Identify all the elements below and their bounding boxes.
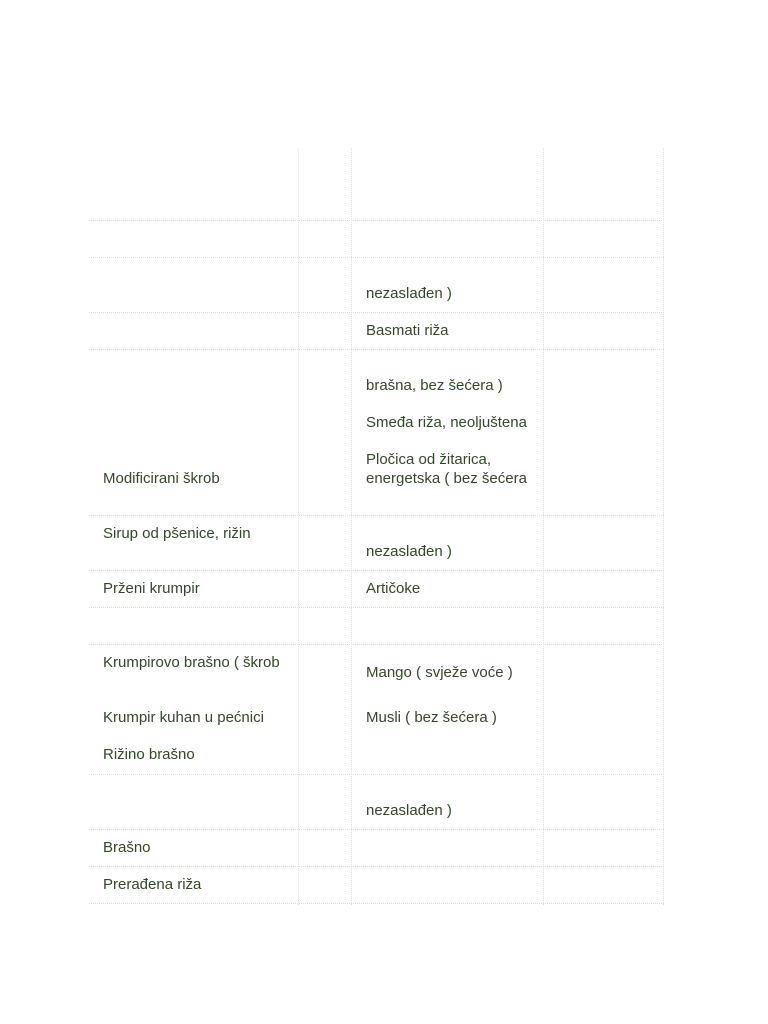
row-divider xyxy=(89,903,664,904)
left-cell: Prerađena riža xyxy=(103,876,202,893)
row-divider xyxy=(89,312,664,313)
row-divider xyxy=(89,607,664,608)
row-divider xyxy=(89,515,664,516)
left-cell: Rižino brašno xyxy=(103,746,195,763)
column-divider xyxy=(351,148,352,905)
column-divider xyxy=(298,148,299,905)
row-divider xyxy=(89,774,664,775)
right-cell: nezaslađen ) xyxy=(366,802,452,819)
row-divider xyxy=(89,829,664,830)
right-cell: Artičoke xyxy=(366,580,421,597)
column-divider xyxy=(663,148,664,905)
row-divider xyxy=(89,644,664,645)
left-cell: Brašno xyxy=(103,839,151,856)
left-cell: Krumpir kuhan u pećnici xyxy=(103,709,264,726)
left-cell: Sirup od pšenice, rižin xyxy=(103,525,251,542)
right-cell: Basmati riža xyxy=(366,322,449,339)
column-divider xyxy=(543,148,544,905)
right-cell: Musli ( bez šećera ) xyxy=(366,709,497,726)
right-cell: Mango ( svježe voće ) xyxy=(366,664,513,681)
left-cell: Prženi krumpir xyxy=(103,580,200,597)
row-divider xyxy=(89,349,664,350)
right-cell: Pločica od žitarica, xyxy=(366,451,492,468)
right-cell: brašna, bez šećera ) xyxy=(366,377,503,394)
right-cell: Smeđa riža, neoljuštena xyxy=(366,414,527,431)
food-table xyxy=(89,148,664,905)
row-divider xyxy=(89,866,664,867)
left-cell: Krumpirovo brašno ( škrob xyxy=(103,654,280,671)
left-cell: Modificirani škrob xyxy=(103,470,220,487)
row-divider xyxy=(89,570,664,571)
right-cell: energetska ( bez šećera xyxy=(366,470,527,487)
row-divider xyxy=(89,257,664,258)
right-cell: nezaslađen ) xyxy=(366,543,452,560)
row-divider xyxy=(89,220,664,221)
right-cell: nezaslađen ) xyxy=(366,285,452,302)
